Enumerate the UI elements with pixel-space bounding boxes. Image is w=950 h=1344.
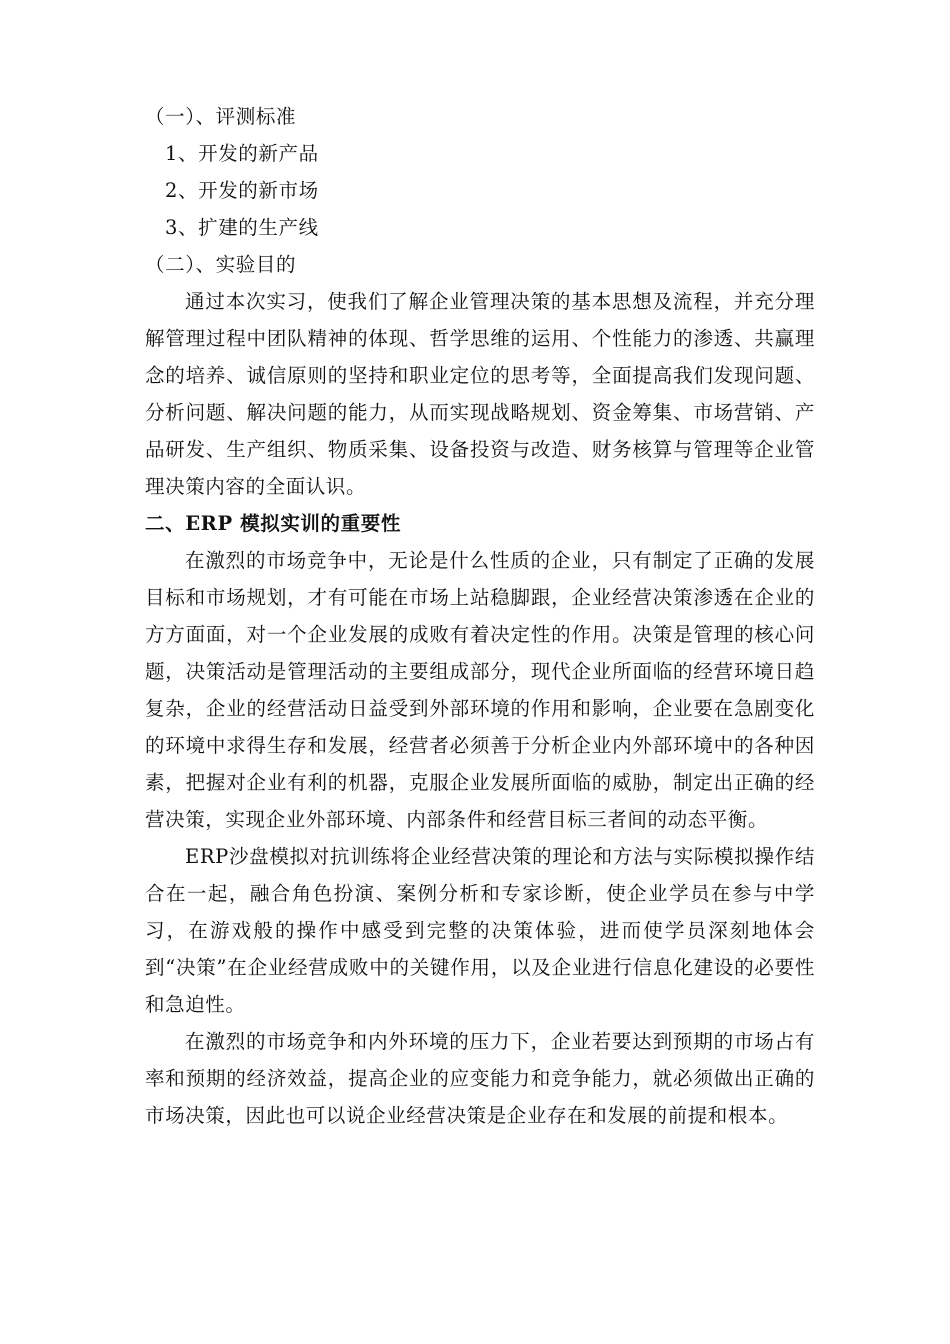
erp-importance-paragraph-2: ERP沙盘模拟对抗训练将企业经营决策的理论和方法与实际模拟操作结合在一起，融合角色扮演、案例分析和专家诊断，使企业学员在参与中学习，在游戏般的操作中感受到完整的决策体验，进而使学员深刻地体会到“决策”在企业经营成败中的关键作用，以及企业进行信息化建设的必要性和急迫性。 (145, 845, 815, 1016)
evaluation-criteria-heading: （一）、评测标准 (145, 105, 297, 128)
experiment-purpose-heading: （二）、实验目的 (145, 253, 297, 276)
erp-importance-heading: 二、ERP 模拟实训的重要性 (145, 512, 401, 535)
document-body (145, 98, 815, 1134)
criteria-item-new-market: 2、开发的新市场 (165, 179, 319, 202)
erp-importance-paragraph-1: 在激烈的市场竞争中，无论是什么性质的企业，只有制定了正确的发展目标和市场规划，才有可能在市场上站稳脚跟，企业经营决策渗透在企业的方方面面，对一个企业发展的成败有着决定性的作用。决策是管理的核心问题，决策活动是管理活动的主要组成部分，现代企业所面临的经营环境日趋复杂，企业的经营活动日益受到外部环境的作用和影响，企业要在急剧变化的环境中求得生存和发展，经营者必须善于分析企业内外部环境中的各种因素，把握对企业有利的机器，克服企业发展所面临的威胁，制定出正确的经营决策，实现企业外部环境、内部条件和经营目标三者间的动态平衡。 (145, 549, 815, 831)
experiment-purpose-paragraph: 通过本次实习，使我们了解企业管理决策的基本思想及流程，并充分理解管理过程中团队精神的体现、哲学思维的运用、个性能力的渗透、共赢理念的培养、诚信原则的坚持和职业定位的思考等，全面提高我们发现问题、分析问题、解决问题的能力，从而实现战略规划、资金筹集、市场营销、产品研发、生产组织、物质采集、设备投资与改造、财务核算与管理等企业管理决策内容的全面认识。 (145, 290, 815, 498)
criteria-item-production-line: 3、扩建的生产线 (165, 216, 319, 239)
erp-importance-paragraph-3: 在激烈的市场竞争和内外环境的压力下，企业若要达到预期的市场占有率和预期的经济效益，提高企业的应变能力和竞争能力，就必须做出正确的市场决策，因此也可以说企业经营决策是企业存在和发展的前提和根本。 (145, 1030, 815, 1127)
criteria-item-new-product: 1、开发的新产品 (165, 142, 319, 165)
